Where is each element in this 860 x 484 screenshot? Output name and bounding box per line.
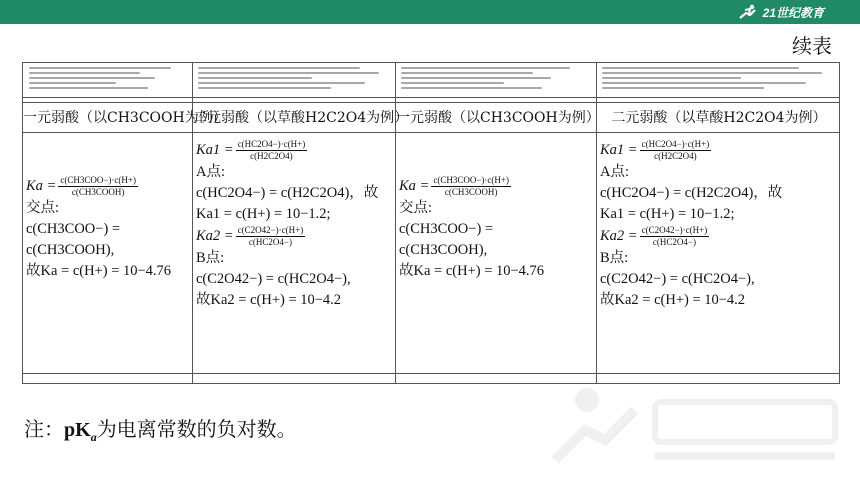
column-header-monoprotic: [396, 104, 600, 132]
equality-line: c(CH3COO−) =: [399, 221, 494, 237]
table-rule: [23, 97, 839, 98]
column-header-diprotic: [597, 104, 841, 132]
ka1-expression: Ka1 = $\frac{c(HC2O4-)\cdot c(H+)}{c(H2C2O4)}$: [196, 139, 306, 161]
ka2-expression: Ka2 = $\frac{c(C2O42-)\cdot c(H+)}{c(HC2O4-)}$: [600, 225, 708, 247]
monoprotic-cell: [399, 175, 594, 282]
logo-text: 21世纪教育: [762, 5, 824, 20]
equality-line: c(CH3COOH),: [399, 242, 488, 258]
ka-result: 故Ka = c(H+) = 10−4.76: [26, 263, 172, 279]
point-a-label: A点:: [600, 164, 629, 180]
illegible-header: [602, 67, 834, 97]
point-b-equality: c(C2O42−) = c(HC2O4−),: [600, 271, 755, 287]
illegible-header: [198, 67, 388, 97]
table-rule: [23, 132, 839, 133]
pka-symbol: pK: [64, 419, 91, 441]
brand-logo: [737, 3, 824, 21]
ka-expression: Ka = $\frac{\text{c(CH3COO−)·c(H+)}}{\text{c(CH3COOH)}}$: [26, 175, 136, 197]
note-prefix: 注：: [24, 417, 64, 441]
comparison-table: [22, 62, 840, 384]
pka-subscript: a: [90, 430, 97, 444]
runner-icon: [737, 4, 759, 20]
illegible-header: [401, 67, 589, 97]
header-text: 二元弱酸（以草酸H2C2O4为例）: [611, 110, 827, 126]
column-header-monoprotic: [23, 104, 227, 132]
intersection-label: 交点:: [399, 200, 433, 216]
ka-expression: Ka = $\frac{\text{c(CH3COO−)·c(H+)}}{\text{c(CH3COOH)}}$: [399, 175, 509, 197]
ka2-expression: Ka2 = $\frac{c(C2O42-)\cdot c(H+)}{c(HC2O4-)}$: [196, 225, 304, 247]
intersection-label: 交点:: [26, 200, 60, 216]
diprotic-cell: [196, 139, 394, 311]
ka1-expression: Ka1 = $\frac{c(HC2O4-)\cdot c(H+)}{c(H2C2O4)}$: [600, 139, 710, 161]
ka2-result: 故Ka2 = c(H+) = 10−4.2: [196, 292, 342, 308]
header-text: 一元弱酸（以CH3COOH为例）: [396, 110, 600, 126]
illegible-header: [29, 67, 187, 97]
diprotic-cell: [600, 139, 838, 311]
point-b-label: B点:: [196, 250, 225, 266]
header-text: 二元弱酸（以草酸H2C2O4为例）: [193, 110, 409, 126]
ka1-result: Ka1 = c(H+) = 10−1.2;: [196, 206, 331, 222]
ka2-result: 故Ka2 = c(H+) = 10−4.2: [600, 292, 746, 308]
column-header-diprotic: [193, 104, 409, 132]
point-a-equality: c(HC2O4−) = c(H2C2O4)，故: [196, 185, 379, 201]
header-text: 一元弱酸（以CH3COOH为例）: [23, 110, 227, 126]
point-b-label: B点:: [600, 250, 629, 266]
footnote: [24, 413, 297, 442]
ka-result: 故Ka = c(H+) = 10−4.76: [399, 263, 545, 279]
table-rule: [23, 373, 839, 374]
ka1-result: Ka1 = c(H+) = 10−1.2;: [600, 206, 735, 222]
watermark-logo: [545, 380, 845, 470]
note-text: 为电离常数的负对数。: [96, 417, 297, 441]
point-b-equality: c(C2O42−) = c(HC2O4−),: [196, 271, 351, 287]
top-banner: [0, 0, 860, 24]
equality-line: c(CH3COOH),: [26, 242, 115, 258]
point-a-label: A点:: [196, 164, 225, 180]
equality-line: c(CH3COO−) =: [26, 221, 121, 237]
continued-table-label: 续表: [792, 34, 832, 58]
monoprotic-cell: [26, 175, 190, 282]
point-a-equality: c(HC2O4−) = c(H2C2O4)，故: [600, 185, 783, 201]
table-rule: [23, 102, 839, 103]
